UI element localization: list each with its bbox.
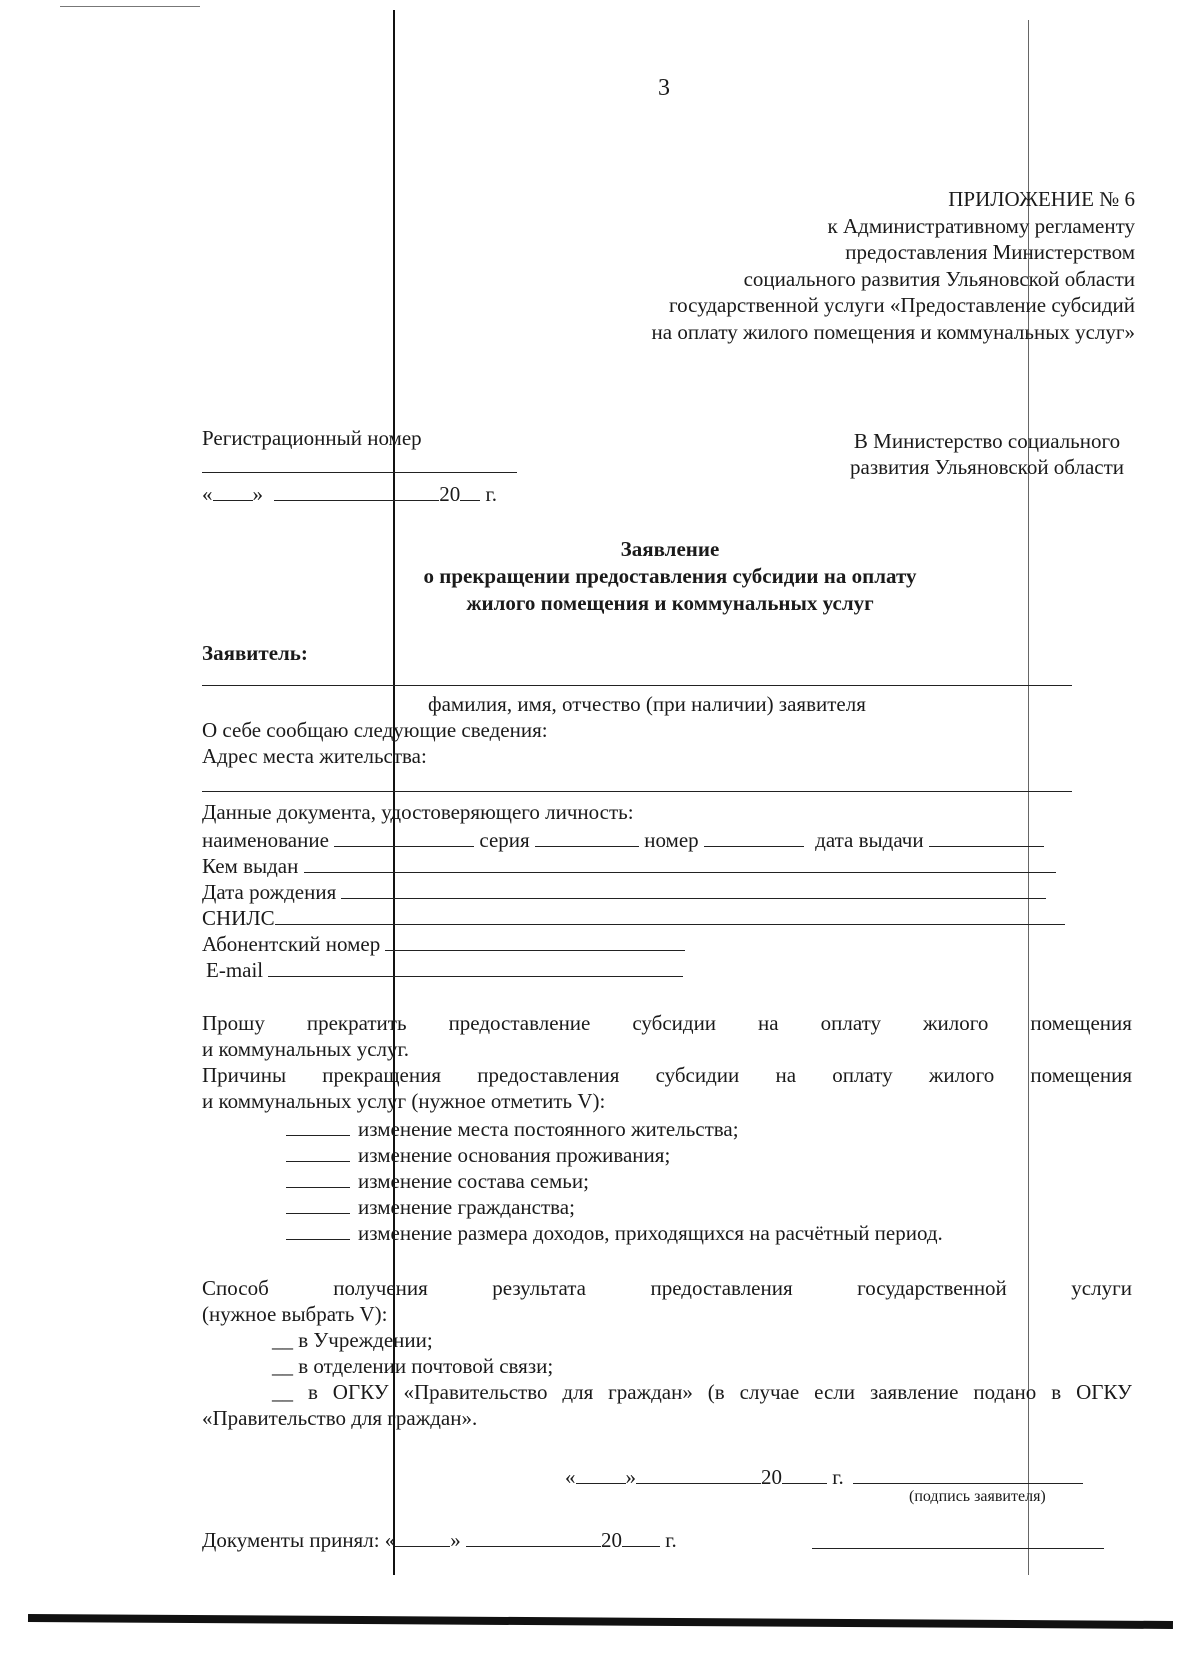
- request-word: прекратить: [306, 1011, 407, 1035]
- reasons-word: на: [775, 1063, 797, 1087]
- reason-item: [286, 1143, 670, 1166]
- info-intro: О себе сообщаю следующие сведения:: [202, 718, 548, 742]
- acc-year-field[interactable]: [622, 1528, 660, 1547]
- quote-open: «: [384, 1528, 396, 1552]
- reason-text: изменение места постоянного жительства;: [358, 1117, 739, 1141]
- method-line-2: (нужное выбрать V):: [202, 1302, 388, 1326]
- recipient-line: развития Ульяновской области: [850, 455, 1124, 479]
- address-label: Адрес места жительства:: [202, 744, 427, 768]
- method-option: [272, 1382, 1132, 1403]
- request-word: Прошу: [202, 1011, 265, 1035]
- issued-by-row: [202, 854, 1056, 877]
- method-option-word: граждан»: [608, 1380, 693, 1404]
- method-option-word: в: [1051, 1380, 1062, 1404]
- recipient-block: [850, 428, 1124, 480]
- reason-text: изменение гражданства;: [358, 1195, 575, 1219]
- method-option-line-2: «Правительство для граждан».: [202, 1406, 478, 1430]
- registration-number-field[interactable]: [202, 472, 517, 473]
- title-line: Заявление: [620, 537, 720, 561]
- year-prefix: 20: [761, 1465, 782, 1489]
- method-option-word: для: [562, 1380, 594, 1404]
- quote-close: »: [625, 1465, 636, 1489]
- method-option-word: ОГКУ: [1076, 1380, 1132, 1404]
- reasons-word: жилого: [928, 1063, 995, 1087]
- acc-month-field[interactable]: [466, 1528, 601, 1547]
- scan-bottom-edge: [28, 1614, 1173, 1629]
- issued-by-label: Кем выдан: [202, 854, 299, 878]
- phone-label: Абонентский номер: [202, 932, 381, 956]
- reasons-line: [202, 1065, 1132, 1086]
- quote-open: «: [202, 482, 213, 506]
- sig-day-field[interactable]: [576, 1465, 626, 1484]
- appendix-title: ПРИЛОЖЕНИЕ № 6: [948, 187, 1135, 211]
- reason-text: изменение размера доходов, приходящихся на расчётный период.: [358, 1221, 943, 1245]
- sig-year-field[interactable]: [782, 1465, 827, 1484]
- phone-field[interactable]: [385, 932, 685, 951]
- reason-item: [286, 1195, 575, 1218]
- registration-label: Регистрационный номер: [202, 426, 422, 450]
- method-option-word: ОГКУ: [332, 1380, 389, 1404]
- snils-label: СНИЛС: [202, 906, 275, 930]
- doc-date-label: дата выдачи: [815, 828, 924, 852]
- year-suffix: г.: [832, 1465, 844, 1489]
- doc-number-field[interactable]: [704, 828, 804, 847]
- method-checkbox-blank[interactable]: __: [272, 1354, 293, 1378]
- year-prefix: 20: [439, 482, 461, 506]
- reasons-word: Причины: [202, 1063, 287, 1087]
- registration-date: [202, 482, 497, 505]
- request-line-2: и коммунальных услуг.: [202, 1037, 409, 1061]
- method-word: получения: [333, 1276, 428, 1300]
- method-checkbox-blank[interactable]: __: [272, 1380, 293, 1404]
- method-checkbox-blank[interactable]: __: [272, 1328, 293, 1352]
- doc-row: [202, 828, 1044, 851]
- address-field[interactable]: [202, 791, 1072, 792]
- reasons-word: оплату: [832, 1063, 893, 1087]
- reg-month-field[interactable]: [274, 482, 439, 501]
- reason-checkbox-blank[interactable]: [286, 1169, 350, 1188]
- reg-day-field[interactable]: [213, 482, 253, 501]
- reasons-word: прекращения: [322, 1063, 441, 1087]
- reason-checkbox-blank[interactable]: [286, 1195, 350, 1214]
- reason-checkbox-blank[interactable]: [286, 1143, 350, 1162]
- appendix-line: предоставления Министерством: [845, 240, 1135, 264]
- quote-close: »: [252, 482, 263, 506]
- doc-name-field[interactable]: [334, 828, 474, 847]
- appendix-line: социального развития Ульяновской области: [743, 266, 1135, 291]
- signature-field[interactable]: [853, 1465, 1083, 1484]
- title-line: жилого помещения и коммунальных услуг: [466, 591, 874, 615]
- phone-row: [202, 932, 685, 955]
- snils-field[interactable]: [275, 906, 1065, 925]
- name-caption: фамилия, имя, отчество (при наличии) заявителя: [428, 692, 866, 716]
- doc-number-label: номер: [644, 828, 699, 852]
- quote-close: »: [450, 1528, 461, 1552]
- reason-text: изменение основания проживания;: [358, 1143, 671, 1167]
- reason-item: [286, 1221, 943, 1244]
- method-option-word: заявление: [869, 1380, 959, 1404]
- appendix-line: государственной услуги «Предоставление субсидий: [669, 293, 1135, 317]
- method-word: результата: [492, 1276, 586, 1300]
- accepted-signature-field[interactable]: [812, 1548, 1104, 1549]
- method-word: Способ: [202, 1276, 269, 1300]
- birth-date-label: Дата рождения: [202, 880, 337, 904]
- email-field[interactable]: [268, 958, 683, 977]
- method-word: предоставления: [650, 1276, 793, 1300]
- method-word: государственной: [857, 1276, 1007, 1300]
- method-option-word: если: [814, 1380, 855, 1404]
- request-word: оплату: [820, 1011, 882, 1035]
- year-suffix: г.: [485, 482, 497, 506]
- reason-checkbox-blank[interactable]: [286, 1117, 350, 1136]
- request-line: [202, 1013, 1132, 1034]
- scan-top-edge: [60, 6, 200, 7]
- birth-date-row: [202, 880, 1046, 903]
- birth-date-field[interactable]: [341, 880, 1046, 899]
- reason-text: изменение состава семьи;: [358, 1169, 589, 1193]
- acc-day-field[interactable]: [395, 1528, 450, 1547]
- doc-name-label: наименование: [202, 828, 329, 852]
- method-option-word: в: [307, 1380, 318, 1404]
- doc-date-field[interactable]: [929, 828, 1044, 847]
- appendix-line: к Административному регламенту: [827, 213, 1135, 238]
- applicant-label: Заявитель:: [202, 641, 308, 665]
- method-option-text: в Учреждении;: [298, 1328, 433, 1352]
- reasons-word: субсидии: [655, 1063, 740, 1087]
- reason-item: [286, 1117, 739, 1140]
- reasons-word: предоставления: [477, 1063, 620, 1087]
- accepted-label: Документы принял:: [202, 1528, 380, 1552]
- doc-series-field[interactable]: [535, 828, 639, 847]
- accepted-row: [202, 1528, 677, 1551]
- sig-month-field[interactable]: [636, 1465, 761, 1484]
- request-word: помещения: [1030, 1011, 1132, 1035]
- recipient-line: В Министерство социального: [853, 429, 1121, 453]
- issued-by-field[interactable]: [304, 854, 1056, 873]
- method-option-text: в отделении почтовой связи;: [298, 1354, 554, 1378]
- appendix-block: [652, 186, 1135, 345]
- page-number: 3: [658, 75, 670, 101]
- snils-row: [202, 906, 1065, 929]
- doc-series-label: серия: [479, 828, 530, 852]
- reasons-line-2: и коммунальных услуг (нужное отметить V):: [202, 1089, 606, 1113]
- email-row: [206, 958, 683, 981]
- reason-item: [286, 1169, 589, 1192]
- method-option-word: «Правительство: [403, 1380, 548, 1404]
- applicant-name-field[interactable]: [202, 685, 1072, 686]
- request-word: предоставление: [448, 1011, 591, 1035]
- method-option-word: (в: [707, 1380, 725, 1404]
- signature-caption: (подпись заявителя): [909, 1488, 1046, 1505]
- method-option-word: подано: [973, 1380, 1037, 1404]
- request-word: субсидии: [632, 1011, 717, 1035]
- signature-date-row: [565, 1465, 1083, 1488]
- method-word: услуги: [1071, 1276, 1132, 1300]
- request-word: жилого: [923, 1011, 989, 1035]
- method-option: [272, 1356, 553, 1377]
- method-line: [202, 1278, 1132, 1299]
- year-suffix: г.: [665, 1528, 677, 1552]
- appendix-line: на оплату жилого помещения и коммунальных услуг»: [651, 319, 1135, 344]
- reasons-word: помещения: [1030, 1063, 1132, 1087]
- reg-year-field[interactable]: [460, 482, 480, 501]
- document-title: [300, 536, 1040, 617]
- title-line: о прекращении предоставления субсидии на оплату: [423, 564, 917, 588]
- reason-checkbox-blank[interactable]: [286, 1221, 350, 1240]
- request-word: на: [758, 1011, 779, 1035]
- doc-label: Данные документа, удостоверяющего личность:: [202, 800, 634, 824]
- email-label: E-mail: [206, 958, 264, 982]
- method-option: [272, 1330, 433, 1351]
- method-option-word: случае: [739, 1380, 800, 1404]
- year-prefix: 20: [601, 1528, 623, 1552]
- quote-open: «: [565, 1465, 576, 1489]
